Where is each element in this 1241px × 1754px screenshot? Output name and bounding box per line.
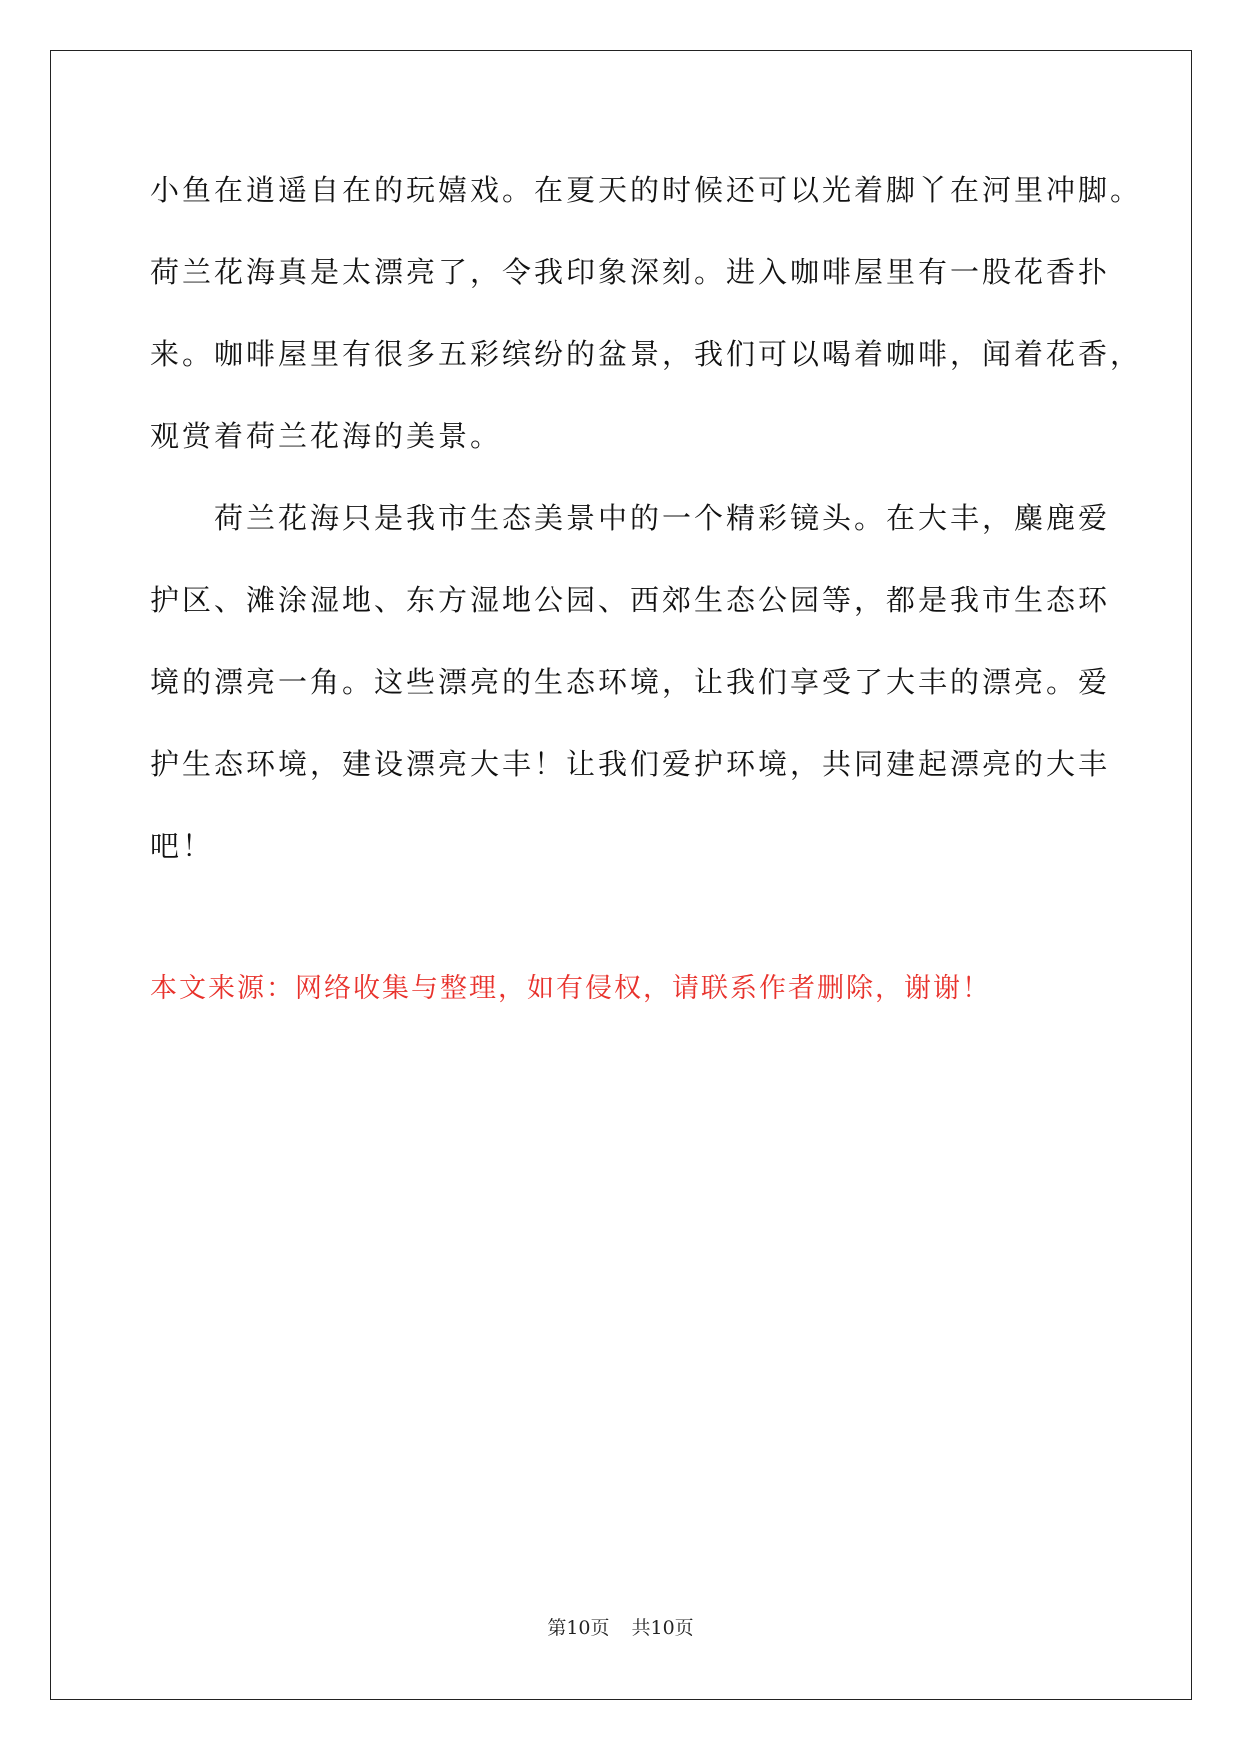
text-line: 小鱼在逍遥自在的玩嬉戏。在夏天的时候还可以光着脚丫在河里冲脚。 [150, 173, 1143, 207]
source-note: 本文来源：网络收集与整理，如有侵权，请联系作者删除，谢谢！ [150, 973, 991, 1004]
document-body [150, 160, 1143, 898]
text-line: 来。咖啡屋里有很多五彩缤纷的盆景，我们可以喝着咖啡，闻着花香， [150, 337, 1143, 371]
text-line: 荷兰花海真是太漂亮了，令我印象深刻。进入咖啡屋里有一股花香扑 [150, 255, 1111, 289]
text-line: 观赏着荷兰花海的美景。 [150, 419, 503, 453]
page-number: 第10页 [547, 1617, 610, 1639]
text-line: 护生态环境，建设漂亮大丰！让我们爱护环境，共同建起漂亮的大丰 [150, 747, 1111, 781]
page-total: 共10页 [631, 1617, 694, 1639]
text-line: 护区、滩涂湿地、东方湿地公园、西郊生态公园等，都是我市生态环 [150, 583, 1111, 617]
text-line: 吧！ [150, 829, 215, 863]
text-line: 境的漂亮一角。这些漂亮的生态环境，让我们享受了大丰的漂亮。爱 [150, 665, 1111, 699]
paragraph-start-line: 荷兰花海只是我市生态美景中的一个精彩镜头。在大丰，麋鹿爱 [214, 501, 1111, 535]
page-footer [0, 1613, 1241, 1640]
